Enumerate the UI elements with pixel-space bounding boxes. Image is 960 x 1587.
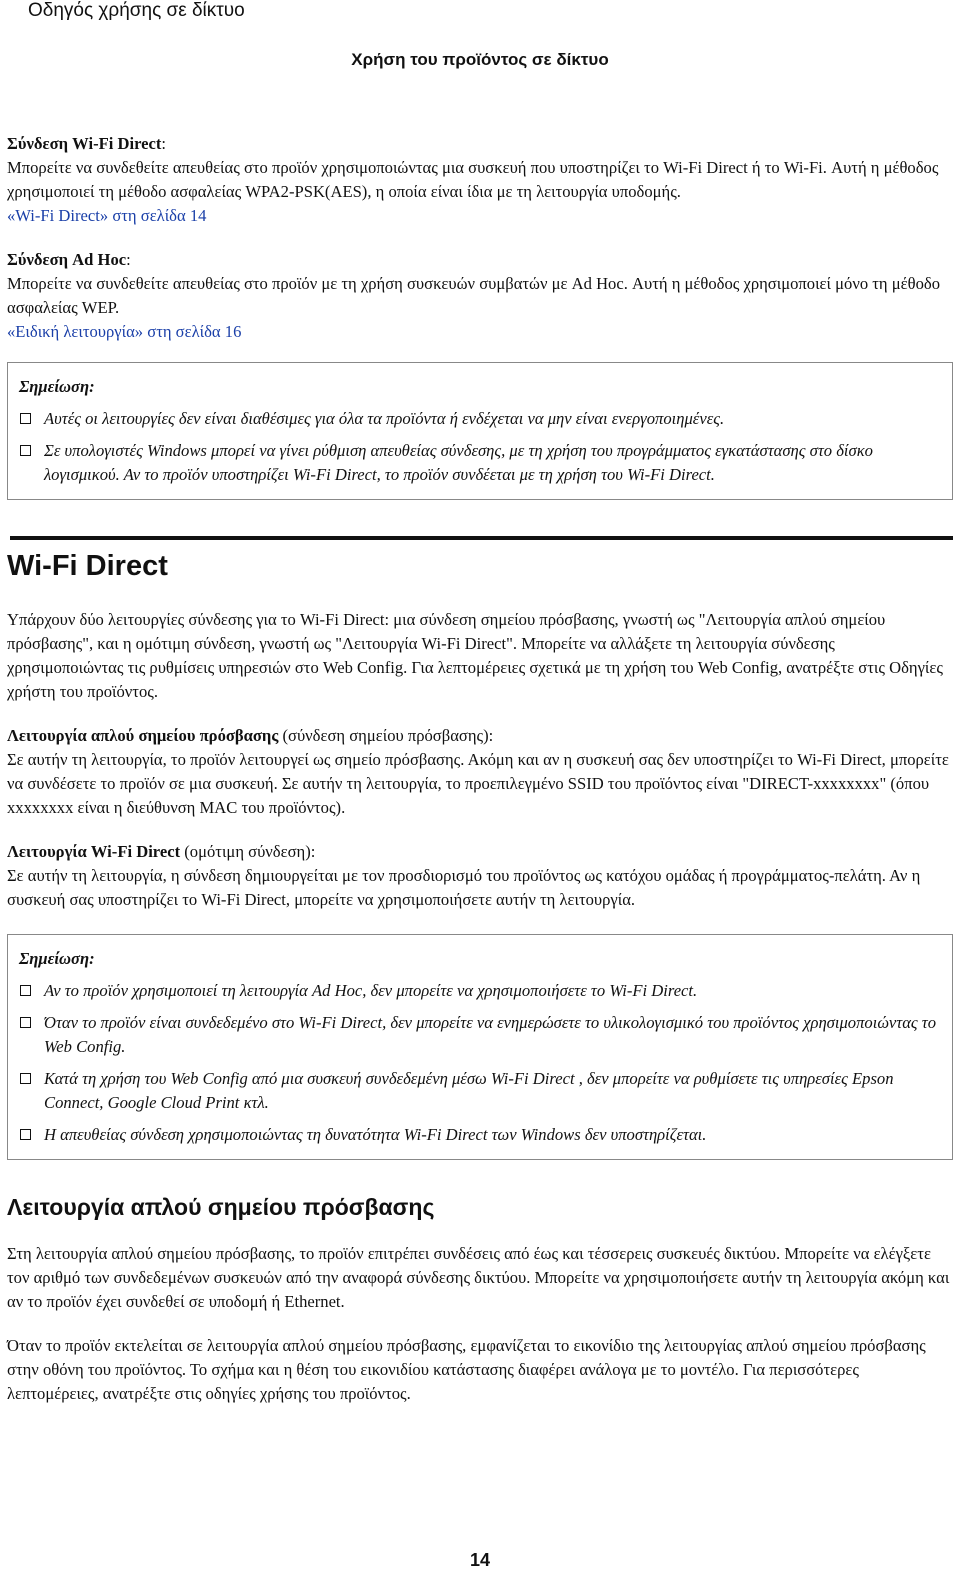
page-number: 14 (469, 1550, 491, 1570)
note-list-item (19, 979, 942, 1003)
document-header-title: Οδηγός χρήσης σε δίκτυο (28, 0, 245, 21)
wifi-direct-intro: Υπάρχουν δύο λειτουργίες σύνδεσης για το Wi-Fi Direct: μια σύνδεση σημείου πρόσβασης, γνωστή ως "Λειτουργία απλού σημείου πρόσβασης", και η ομότιμη σύνδεση, γνωστή ως "Λειτουργία Wi-Fi Direct". Μπορείτε να αλλάξετε τη λειτουργία σύνδεσης χρησιμοποιώντας τις ρυθμίσεις υπηρεσιών στο Web Config. Για λεπτομέρειες σχετικά με τη χρήση του Web Config, ανατρέξτε στις Οδηγίες χρήστη του προϊόντος. (7, 610, 943, 701)
note-title: Σημείωση: (19, 949, 95, 968)
note-list-item (19, 407, 942, 431)
note-box-2 (7, 934, 953, 1160)
simple-ap-paragraph-2: Όταν το προϊόν εκτελείται σε λειτουργία απλού σημείου πρόσβασης, εμφανίζεται το εικονίδιο της λειτουργίας απλού σημείου πρόσβασης στην οθόνη του προϊόντος. Το σχήμα και η θέση του εικονιδίου κατάστασης διαφέρει ανάλογα με το μοντέλο. Για περισσότερες λεπτομέρειες, ανατρέξτε στις οδηγίες χρήσης του προϊόντος. (7, 1336, 926, 1403)
wifi-direct-heading: Wi-Fi Direct (7, 550, 168, 582)
checkbox-bullet-icon (20, 413, 31, 424)
checkbox-bullet-icon (20, 985, 31, 996)
note-list-item (19, 1011, 942, 1059)
note-item-text: Σε υπολογιστές Windows μπορεί να γίνει ρύθμιση απευθείας σύνδεσης, με τη χρήση του προγράμματος εγκατάστασης στο δίσκο λογισμικού. Αν το προϊόν υποστηρίζει Wi-Fi Direct, το προϊόν συνδέεται με τη χρήση του Wi-Fi Direct. (44, 441, 873, 484)
adhoc-connection-text: Μπορείτε να συνδεθείτε απευθείας στο προϊόν με τη χρήση συσκευών συμβατών με Ad Hoc. Αυτή η μέθοδος χρησιμοποιεί μόνο τη μέθοδο ασφαλείας WEP. (7, 274, 940, 317)
wifi-direct-connection-text: Μπορείτε να συνδεθείτε απευθείας στο προϊόν χρησιμοποιώντας μια συσκευή που υποστηρίζει το Wi-Fi Direct ή το Wi-Fi. Αυτή η μέθοδος χρησιμοποιεί τη μέθοδο ασφαλείας WPA2-PSK(AES), η οποία είναι ίδια με τη λειτουργία υποδομής. (7, 158, 939, 201)
section-divider (10, 536, 953, 540)
wifi-direct-mode-label: Λειτουργία Wi-Fi Direct (7, 842, 181, 861)
note-item-text: Η απευθείας σύνδεση χρησιμοποιώντας τη δυνατότητα Wi-Fi Direct των Windows δεν υποστηρίζεται. (44, 1125, 707, 1144)
adhoc-connection-paragraph (7, 248, 953, 344)
wifi-direct-connection-paragraph (7, 132, 953, 228)
note-item-text: Αν το προϊόν χρησιμοποιεί τη λειτουργία Ad Hoc, δεν μπορείτε να χρησιμοποιήσετε το Wi-Fi Direct. (44, 981, 698, 1000)
wifi-direct-mode-paragraph (7, 840, 953, 912)
checkbox-bullet-icon (20, 1017, 31, 1028)
wifi-direct-connection-label: Σύνδεση Wi-Fi Direct (7, 134, 162, 153)
note-item-text: Αυτές οι λειτουργίες δεν είναι διαθέσιμες για όλα τα προϊόντα ή ενδέχεται να μην είναι ενεργοποιημένες. (44, 409, 725, 428)
chapter-title: Χρήση του προϊόντος σε δίκτυο (351, 50, 609, 69)
simple-ap-mode-suffix: (σύνδεση σημείου πρόσβασης): (278, 726, 494, 745)
simple-ap-heading: Λειτουργία απλού σημείου πρόσβασης (7, 1194, 435, 1220)
wifi-direct-page-link[interactable]: «Wi-Fi Direct» στη σελίδα 14 (7, 206, 207, 225)
note-list-item (19, 1123, 942, 1147)
simple-ap-mode-label: Λειτουργία απλού σημείου πρόσβασης (7, 726, 279, 745)
note-box-1 (7, 362, 953, 500)
checkbox-bullet-icon (20, 1129, 31, 1140)
wifi-direct-mode-text: Σε αυτήν τη λειτουργία, η σύνδεση δημιουργείται με τον προσδιορισμό του προϊόντος ως κατόχου ομάδας ή προγράμματος-πελάτη. Αν η συσκευή σας υποστηρίζει το Wi-Fi Direct, μπορείτε να χρησιμοποιήσετε αυτήν τη λειτουργία. (7, 866, 921, 909)
label-colon: : (161, 134, 167, 153)
checkbox-bullet-icon (20, 1073, 31, 1084)
wifi-direct-mode-suffix: (ομότιμη σύνδεση): (180, 842, 316, 861)
label-colon: : (126, 250, 131, 269)
simple-ap-paragraph-1: Στη λειτουργία απλού σημείου πρόσβασης, το προϊόν επιτρέπει συνδέσεις από έως και τέσσερεις συσκευές δικτύου. Μπορείτε να ελέγξετε τον αριθμό των συνδεδεμένων συσκευών από την αναφορά σύνδεσης δικτύου. Μπορείτε να χρησιμοποιήσετε αυτήν τη λειτουργία ακόμη και αν το προϊόν έχει συνδεθεί σε υποδομή ή Ethernet. (7, 1244, 950, 1311)
adhoc-connection-label: Σύνδεση Ad Hoc (7, 250, 127, 269)
adhoc-page-link[interactable]: «Ειδική λειτουργία» στη σελίδα 16 (7, 322, 242, 341)
page-content (7, 132, 953, 1406)
simple-ap-mode-paragraph (7, 724, 953, 820)
simple-ap-mode-text: Σε αυτήν τη λειτουργία, το προϊόν λειτουργεί ως σημείο πρόσβασης. Ακόμη και αν η συσκευή σας δεν υποστηρίζει το Wi-Fi Direct, μπορείτε να συνδέσετε το προϊόν σε μια συσκευή. Σε αυτήν τη λειτουργία, το προεπιλεγμένο SSID του προϊόντος είναι "DIRECT-xxxxxxxx" (όπου xxxxxxxx είναι η διεύθυνση MAC του προϊόντος). (7, 750, 949, 817)
note-list-item (19, 1067, 942, 1115)
note-item-text: Κατά τη χρήση του Web Config από μια συσκευή συνδεδεμένη μέσω Wi-Fi Direct , δεν μπορείτε να ρυθμίσετε τις υπηρεσίες Epson Connect, Google Cloud Print κτλ. (44, 1069, 894, 1112)
checkbox-bullet-icon (20, 445, 31, 456)
note-title: Σημείωση: (19, 377, 95, 396)
note-item-text: Όταν το προϊόν είναι συνδεδεμένο στο Wi-Fi Direct, δεν μπορείτε να ενημερώσετε το υλικολογισμικό του προϊόντος χρησιμοποιώντας το Web Config. (44, 1013, 937, 1056)
note-list-item (19, 439, 942, 487)
